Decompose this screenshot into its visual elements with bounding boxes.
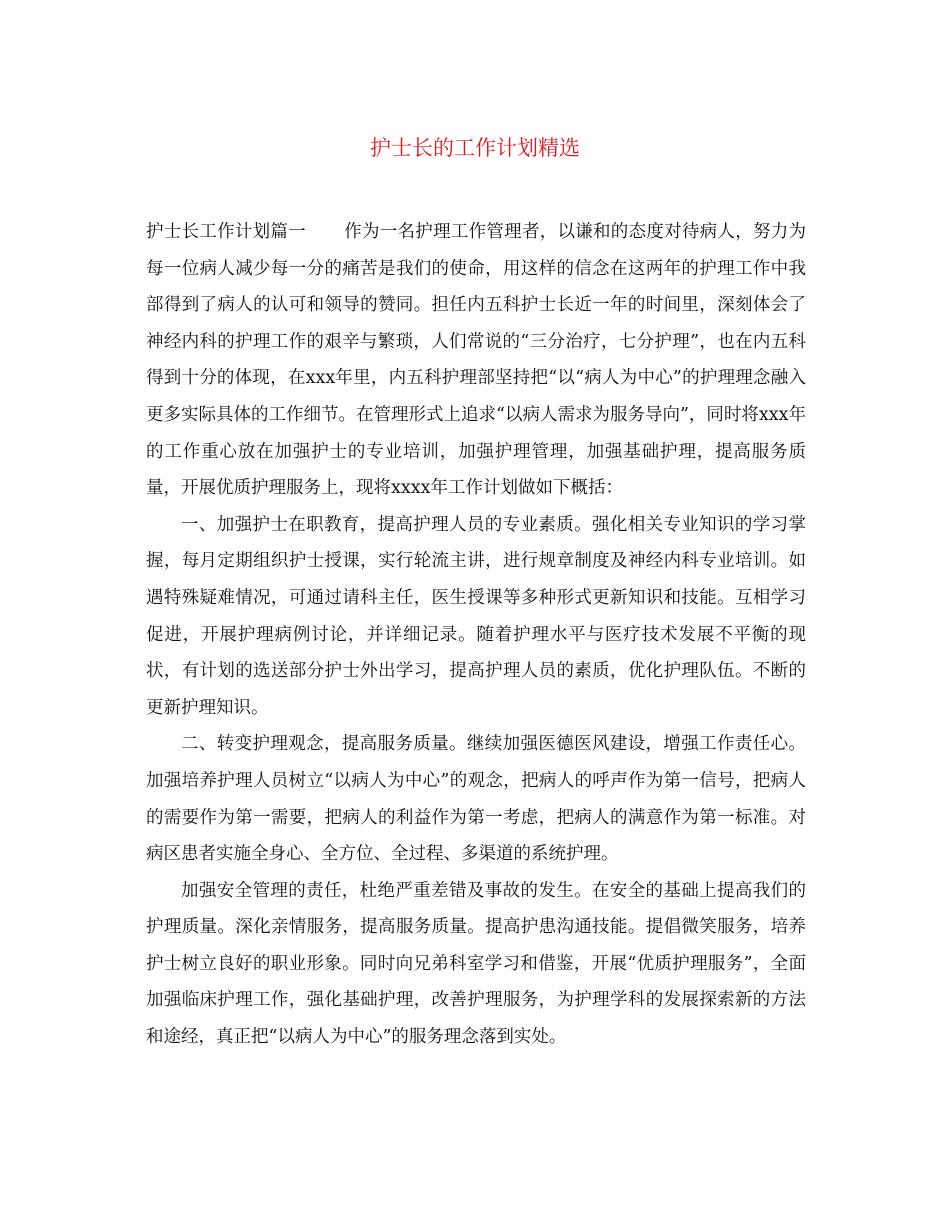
section-heading: 护士长工作计划篇一 (146, 222, 306, 242)
document-body (146, 214, 806, 1056)
paragraph-3: 加强安全管理的责任，杜绝严重差错及事故的发生。在安全的基础上提高我们的护理质量。深化亲情服务，提高服务质量。提高护患沟通技能。提倡微笑服务，培养护士树立良好的职业形象。同时向兄弟科室学习和借鉴，开展“优质护理服务”，全面加强临床护理工作，强化基础护理，改善护理服务，为护理学科的发展探索新的方法和途经，真正把“以病人为中心”的服务理念落到实处。 (146, 880, 806, 1048)
intro-paragraph (146, 214, 806, 507)
paragraph-2: 二、转变护理观念，提高服务质量。继续加强医德医风建设，增强工作责任心。加强培养护理人员树立“以病人为中心”的观念，把病人的呼声作为第一信号，把病人的需要作为第一需要，把病人的利益作为第一考虑，把病人的满意作为第一标准。对病区患者实施全身心、全方位、全过程、多渠道的系统护理。 (146, 734, 806, 865)
intro-text: 作为一名护理工作管理者，以谦和的态度对待病人，努力为每一位病人减少每一分的痛苦是我们的使命，用这样的信念在这两年的护理工作中我部得到了病人的认可和领导的赞同。担任内五科护士长近一年的时间里，深刻体会了神经内科的护理工作的艰辛与繁琐，人们常说的“三分治疗，七分护理”，也在内五科得到十分的体现，在xxx年里，内五科护理部坚持把“以“病人为中心”的护理理念融入更多实际具体的工作细节。在管理形式上追求“以病人需求为服务导向”，同时将xxx年的工作重心放在加强护士的专业培训，加强护理管理，加强基础护理，提高服务质量，开展优质护理服务上，现将xxxx年工作计划做如下概括： (146, 222, 807, 499)
paragraph-1: 一、加强护士在职教育，提高护理人员的专业素质。强化相关专业知识的学习掌握，每月定期组织护士授课，实行轮流主讲，进行规章制度及神经内科专业培训。如遇特殊疑难情况，可通过请科主任，医生授课等多种形式更新知识和技能。互相学习促进，开展护理病例讨论，并详细记录。随着护理水平与医疗技术发展不平衡的现状，有计划的选送部分护士外出学习，提高护理人员的素质，优化护理队伍。不断的更新护理知识。 (146, 514, 806, 718)
document-title: 护士长的工作计划精选 (370, 136, 580, 160)
